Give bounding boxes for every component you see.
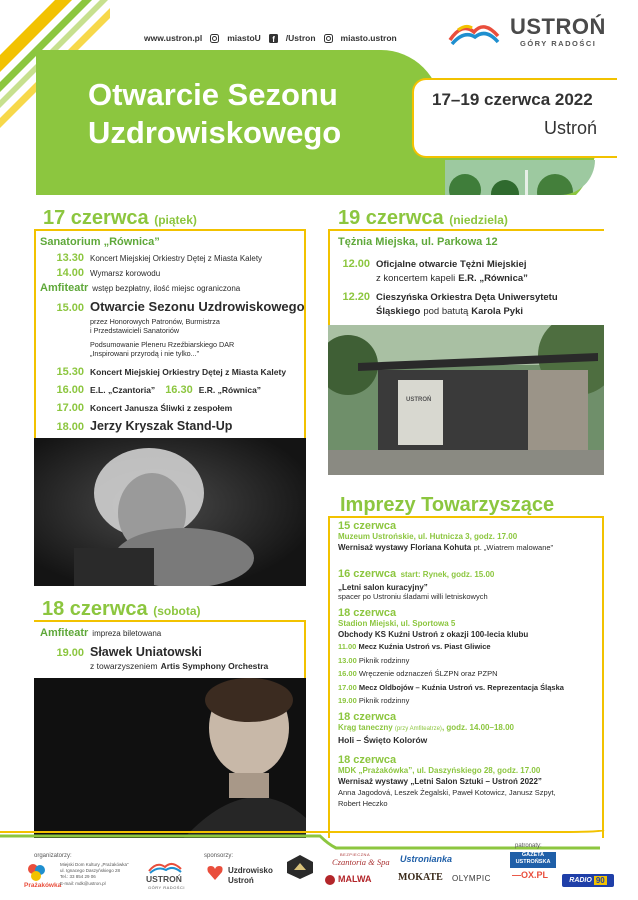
patron-gazeta bbox=[510, 852, 556, 868]
address-line: Tel.: 33 854 29 06 bbox=[60, 874, 96, 880]
event-time: 16.30 bbox=[165, 384, 193, 396]
side-place: Krąg taneczny bbox=[338, 723, 393, 732]
event-sub bbox=[376, 306, 523, 317]
event-row bbox=[54, 384, 261, 396]
day-17-weekday: (piątek) bbox=[154, 213, 197, 227]
sponsor-czantoria-top: BEZPIECZNA bbox=[340, 852, 371, 857]
sponsor-line: Ustroń bbox=[228, 876, 254, 885]
side-place-time: , godz. 14.00–18.00 bbox=[441, 723, 514, 732]
side-desc-bold: „Letni salon kuracyjny” bbox=[338, 583, 428, 592]
slawek-uniatowski-photo bbox=[34, 678, 306, 838]
side-date: 18 czerwca bbox=[338, 711, 397, 723]
sponsor-mokate: MOKATE bbox=[398, 872, 443, 883]
patron-line: GAZETA bbox=[521, 852, 545, 858]
dates-box bbox=[412, 78, 617, 158]
sub-bold: Śląskiego bbox=[376, 306, 421, 317]
event-sub bbox=[376, 273, 528, 284]
sub-bold: Karola Pyki bbox=[471, 306, 524, 317]
day-19-date: 19 czerwca bbox=[338, 207, 444, 229]
detail-line: przez Honorowych Patronów, Burmistrza bbox=[90, 317, 220, 326]
side-desc bbox=[338, 543, 600, 552]
event-text: Jerzy Kryszak Stand-Up bbox=[90, 419, 233, 433]
side-date: 18 czerwca bbox=[338, 754, 397, 766]
venue-amfiteatr bbox=[40, 282, 240, 294]
side-event-1 bbox=[338, 520, 600, 552]
event-row bbox=[340, 258, 526, 270]
side-event-2 bbox=[338, 564, 600, 601]
org2-sub: GÓRY RADOŚCI bbox=[148, 885, 185, 890]
venue-name: Amfiteatr bbox=[40, 627, 89, 639]
facebook-icon bbox=[269, 34, 278, 43]
schedule-item bbox=[338, 681, 600, 695]
sponsor-ustronianka: Ustronianka bbox=[400, 854, 453, 864]
event-row bbox=[340, 291, 558, 303]
event-text: Koncert Janusza Śliwki z zespołem bbox=[90, 403, 233, 413]
venue-sanatorium: Sanatorium „Równica” bbox=[40, 236, 160, 248]
side-place-note: (przy Amfiteatrze) bbox=[394, 726, 442, 732]
banner-photo bbox=[445, 160, 595, 195]
side-desc-bold: Obchody KS Kuźni Ustroń z okazji 100-lecia klubu bbox=[338, 630, 529, 639]
day-17-top-line bbox=[34, 229, 306, 231]
day-18-heading bbox=[42, 598, 201, 621]
page-title bbox=[88, 76, 341, 152]
event-dates: 17–19 czerwca 2022 bbox=[432, 90, 593, 109]
prazakowka-logo-icon bbox=[26, 862, 46, 882]
event-time: 15.30 bbox=[56, 366, 84, 378]
event-time: 13.30 bbox=[56, 252, 84, 264]
event-row bbox=[54, 267, 160, 279]
event-text: E.R. „Równica” bbox=[198, 385, 262, 395]
event-time: 14.00 bbox=[56, 267, 84, 279]
address-line: ul. Ignacego Daszyńskiego 28 bbox=[60, 868, 121, 874]
schedule-time: 11.00 bbox=[338, 642, 357, 651]
sub-text: pod batutą bbox=[423, 306, 469, 317]
side-date-line bbox=[338, 564, 600, 582]
event-text: Oficjalne otwarcie Tężni Miejskiej bbox=[376, 259, 527, 270]
facebook-link[interactable]: /Ustron bbox=[285, 33, 316, 43]
schedule-item bbox=[338, 694, 600, 708]
radio-label: RADIO bbox=[569, 877, 592, 884]
day-18-side-line bbox=[304, 620, 306, 678]
instagram-icon-2 bbox=[324, 34, 333, 43]
side-date: 18 czerwca bbox=[338, 607, 397, 619]
day-19-top-line bbox=[328, 229, 604, 231]
venue-teznia: Tężnia Miejska, ul. Parkowa 12 bbox=[338, 236, 498, 248]
event-sub bbox=[90, 661, 268, 671]
sponsor-uzdrowisko bbox=[228, 866, 273, 886]
logo-title: USTROŃ bbox=[510, 14, 606, 39]
event-time: 15.00 bbox=[56, 302, 84, 314]
radio-number: 90 bbox=[595, 876, 605, 885]
detail-line: i Przedstawicieli Sanatoriów bbox=[90, 326, 180, 335]
event-row bbox=[54, 299, 305, 314]
side-top-line bbox=[328, 516, 604, 518]
day-18-date: 18 czerwca bbox=[42, 598, 148, 620]
event-text: E.L. „Czantoria” bbox=[90, 385, 156, 395]
sub-bold: E.R. „Równica” bbox=[458, 273, 528, 284]
event-time: 17.00 bbox=[56, 402, 84, 414]
address-line: E-mail: mdk@ustron.pl bbox=[60, 880, 106, 886]
building-sign: USTROŃ bbox=[406, 397, 432, 403]
event-row bbox=[54, 366, 286, 378]
side-left-line bbox=[328, 516, 330, 838]
org2-name: USTROŃ bbox=[146, 874, 182, 884]
logo-subtitle: GÓRY RADOŚCI bbox=[520, 39, 597, 48]
event-time: 18.00 bbox=[56, 421, 84, 433]
schedule-item bbox=[338, 654, 600, 668]
schedule-time: 13.00 bbox=[338, 655, 357, 665]
event-text: Koncert Miejskiej Orkiestry Dętej z Miasta Kalety bbox=[90, 254, 263, 263]
bottom-swoosh bbox=[0, 830, 638, 852]
instagram-icon bbox=[210, 34, 219, 43]
day-17-date: 17 czerwca bbox=[43, 207, 149, 229]
sponsors-label: sponsorzy: bbox=[204, 853, 234, 859]
schedule-time: 16.00 bbox=[338, 669, 357, 678]
sub-bold: Artis Symphony Orchestra bbox=[160, 661, 269, 671]
event-row bbox=[54, 252, 262, 264]
side-event-5 bbox=[338, 754, 600, 809]
side-desc-rest: Robert Heczko bbox=[338, 799, 388, 808]
instagram-link-2[interactable]: miasto.ustron bbox=[340, 33, 397, 43]
heart-logo-icon bbox=[206, 864, 224, 882]
day-17-heading bbox=[43, 207, 197, 230]
sub-prefix: z towarzyszeniem bbox=[90, 661, 158, 671]
website-link[interactable]: www.ustron.pl bbox=[144, 33, 203, 43]
schedule-time: 17.00 bbox=[338, 682, 357, 692]
side-desc-rest: spacer po Ustroniu śladami willi letniskowych bbox=[338, 592, 488, 601]
side-desc-bold: Wernisaż wystawy „Letni Salon Sztuki – Ustroń 2022” bbox=[338, 777, 542, 786]
organizers-label: organizatorzy: bbox=[34, 853, 72, 859]
detail-line: Podsumowanie Pleneru Rzeźbiarskiego DAR bbox=[90, 340, 235, 349]
side-event-3 bbox=[338, 607, 600, 708]
jerzy-kryszak-photo bbox=[34, 438, 306, 586]
org1-name: Prażakówka bbox=[24, 882, 62, 889]
stadium-schedule bbox=[338, 640, 600, 708]
event-text: Cieszyńska Orkiestra Dęta Uniwersytetu bbox=[376, 292, 558, 303]
event-text: Wymarsz korowodu bbox=[90, 269, 161, 278]
event-time: 19.00 bbox=[56, 647, 84, 659]
schedule-time: 19.00 bbox=[338, 696, 357, 705]
day-19-side-line bbox=[328, 229, 330, 325]
event-text: Koncert Miejskiej Orkiestry Dętej z Miasta Kalety bbox=[90, 367, 287, 377]
schedule-text: Piknik rodzinny bbox=[358, 655, 410, 665]
side-desc-rest: Anna Jagodová, Leszek Żegalski, Paweł Kotowicz, Janusz Szpyt, bbox=[338, 788, 556, 797]
venue-name: Amfiteatr bbox=[40, 282, 89, 294]
schedule-text: Wręczenie odznaczeń ŚLZPN oraz PZPN bbox=[358, 669, 498, 678]
side-place: MDK „Prażakówka”, ul. Daszyńskiego 28, godz. 17.00 bbox=[338, 766, 541, 775]
day-18-weekday: (sobota) bbox=[153, 604, 201, 618]
mountain-logo-icon bbox=[448, 16, 500, 46]
event-text: Otwarcie Sezonu Uzdrowiskowego bbox=[90, 299, 305, 314]
hexagon-logo-icon bbox=[286, 854, 314, 880]
sponsor-olympic: OLYMPIC bbox=[452, 874, 491, 883]
event-time: 12.00 bbox=[342, 258, 370, 270]
ustron-small-logo-icon bbox=[148, 858, 182, 874]
org1-address bbox=[60, 862, 129, 887]
patron-line: USTROŃSKA bbox=[515, 859, 551, 865]
schedule-text: Mecz Oldbojów – Kuźnia Ustroń vs. Reprezentacja Śląska bbox=[358, 682, 564, 692]
malwa-logo-icon bbox=[324, 874, 336, 886]
sponsor-czantoria: Czantoria & Spa bbox=[332, 857, 390, 867]
event-text: Sławek Uniatowski bbox=[90, 645, 202, 659]
venue-note: impreza biletowana bbox=[92, 629, 162, 638]
teznia-photo bbox=[328, 325, 604, 475]
side-desc-bold: Holi – Święto Kolorów bbox=[338, 735, 428, 745]
venue-note: wstęp bezpłatny, ilość miejsc ograniczona bbox=[92, 284, 241, 293]
event-row bbox=[54, 402, 232, 414]
day-19-weekday: (niedziela) bbox=[449, 213, 508, 227]
sub-prefix: z koncertem kapeli bbox=[376, 273, 456, 284]
side-date: 16 czerwca bbox=[338, 568, 397, 580]
social-links bbox=[144, 33, 397, 43]
ustron-logo bbox=[448, 14, 618, 54]
instagram-link[interactable]: miastoU bbox=[227, 33, 261, 43]
patron-radio90 bbox=[562, 874, 614, 887]
side-desc-bold: Wernisaż wystawy Floriana Kohuta bbox=[338, 543, 472, 552]
schedule-item bbox=[338, 667, 600, 681]
title-line-2: Uzdrowiskowego bbox=[88, 115, 342, 150]
event-details bbox=[90, 317, 300, 358]
side-place: start: Rynek, godz. 15.00 bbox=[400, 570, 495, 579]
svg-text:f: f bbox=[271, 34, 275, 43]
schedule-item bbox=[338, 640, 600, 654]
sponsor-malwa: MALWA bbox=[338, 874, 372, 884]
patron-oxpl: —OX.PL bbox=[512, 870, 549, 880]
side-right-line bbox=[602, 516, 604, 838]
side-events-heading: Imprezy Towarzyszące bbox=[340, 494, 555, 516]
side-place: Stadion Miejski, ul. Sportowa 5 bbox=[338, 619, 456, 628]
sponsor-line: Uzdrowisko bbox=[228, 866, 273, 875]
side-event-4 bbox=[338, 711, 600, 745]
event-row bbox=[54, 419, 232, 433]
event-time: 12.20 bbox=[342, 291, 370, 303]
event-time: 16.00 bbox=[56, 384, 84, 396]
venue-amfiteatr-18 bbox=[40, 627, 161, 639]
patrons-label: patronaty: bbox=[515, 843, 542, 849]
schedule-text: Piknik rodzinny bbox=[358, 696, 410, 705]
side-place-line bbox=[338, 723, 600, 732]
schedule-text: Mecz Kuźnia Ustroń vs. Piast Gliwice bbox=[358, 642, 491, 651]
day-19-heading bbox=[338, 207, 508, 230]
event-row bbox=[54, 645, 202, 659]
side-desc-rest: pt. „Wiatrem malowane” bbox=[473, 543, 554, 552]
address-line: Miejski Dom Kultury „Prażakówka” bbox=[60, 862, 129, 867]
title-line-1: Otwarcie Sezonu bbox=[88, 77, 338, 112]
side-place: Muzeum Ustrońskie, ul. Hutnicza 3, godz. 17.00 bbox=[338, 532, 518, 541]
event-city: Ustroń bbox=[543, 118, 597, 138]
detail-line: „Inspirowani przyrodą i nie tylko...” bbox=[90, 349, 200, 358]
day-18-top-line bbox=[34, 620, 306, 622]
side-date: 15 czerwca bbox=[338, 520, 397, 532]
